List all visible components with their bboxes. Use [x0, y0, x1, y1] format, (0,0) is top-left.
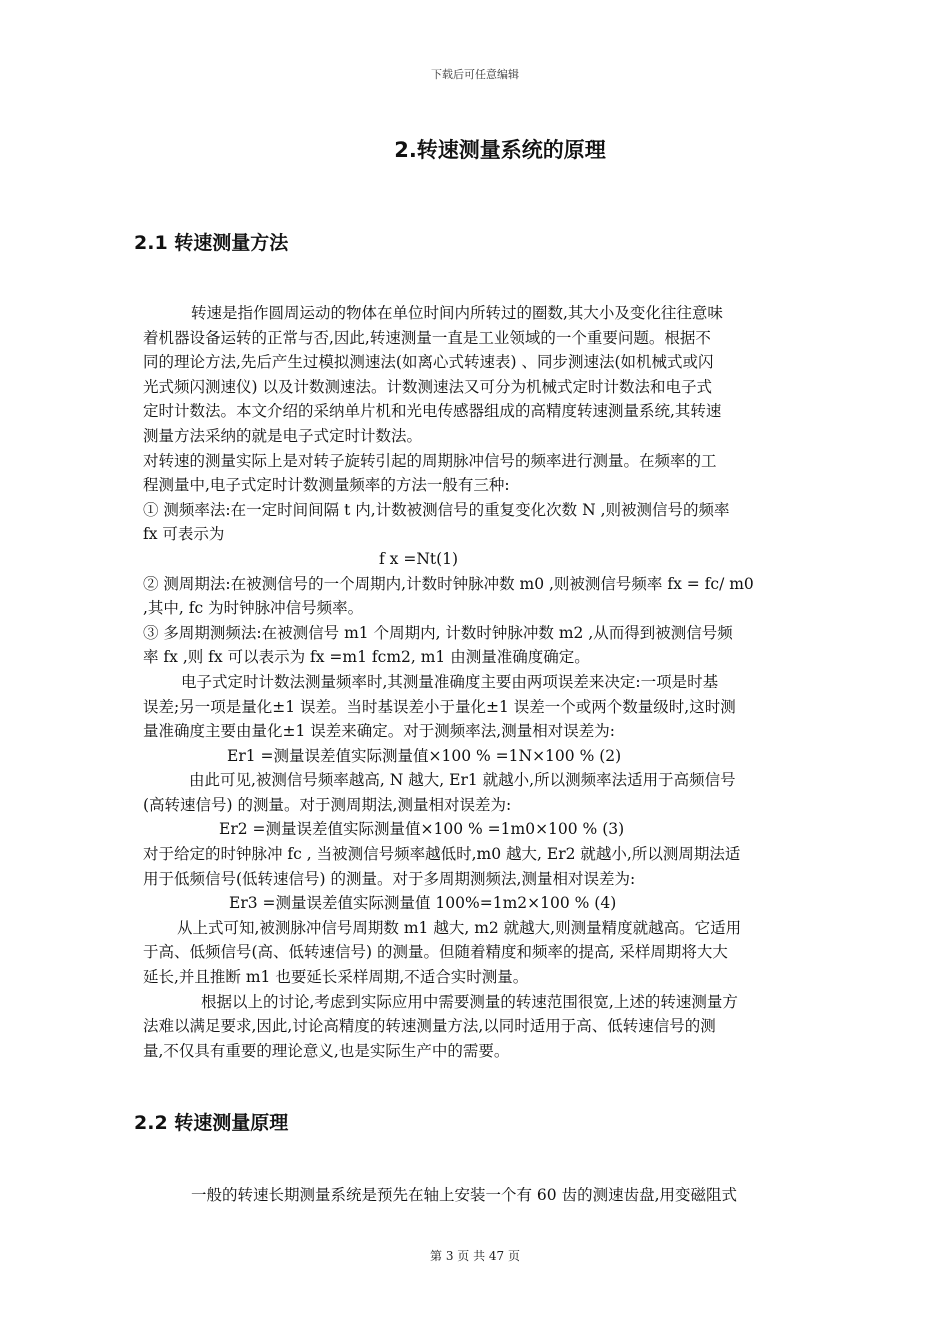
- text-line: ③ 多周期测频法:在被测信号 m1 个周期内, 计数时钟脉冲数 m2 ,从而得到被测信号频: [143, 623, 733, 642]
- text-line: 对转速的测量实际上是对转子旋转引起的周期脉冲信号的频率进行测量。在频率的工: [143, 451, 717, 470]
- text-line: 着机器设备运转的正常与否,因此,转速测量一直是工业领域的一个重要问题。根据不: [143, 328, 711, 347]
- text-line: 用于低频信号(低转速信号) 的测量。对于多周期测频法,测量相对误差为:: [143, 869, 636, 888]
- page-footer: 第 3 页 共 47 页: [430, 1249, 520, 1263]
- section-heading-2-2: 2.2 转速测量原理: [134, 1112, 289, 1134]
- section-2-1-body: [143, 301, 861, 1063]
- page-header: 下载后可任意编辑: [431, 68, 519, 81]
- chapter-title: 2.转速测量系统的原理: [394, 138, 606, 162]
- text-line: 误差;另一项是量化±1 误差。当时基误差小于量化±1 误差一个或两个数量级时,这时测: [143, 697, 736, 716]
- text-line: 电子式定时计数法测量频率时,其测量准确度主要由两项误差来决定:一项是时基: [181, 672, 719, 691]
- text-line: f x =Nt(1): [379, 549, 459, 568]
- text-line: ,其中, fc 为时钟脉冲信号频率。: [143, 599, 364, 618]
- text-line: 转速是指作圆周运动的物体在单位时间内所转过的圈数,其大小及变化往往意味: [191, 304, 723, 322]
- text-line: 由此可见,被测信号频率越高, N 越大, Er1 就越小,所以测频率法适用于高频信号: [189, 771, 736, 790]
- text-line: 延长,并且推断 m1 也要延长采样周期,不适合实时测量。: [143, 968, 529, 987]
- text-line: 同的理论方法,先后产生过模拟测速法(如离心式转速表) 、同步测速法(如机械式或闪: [143, 353, 714, 372]
- text-line: 程测量中,电子式定时计数测量频率的方法一般有三种:: [143, 476, 510, 495]
- text-line: ① 测频率法:在一定时间间隔 t 内,计数被测信号的重复变化次数 N ,则被测信号的频率: [143, 500, 730, 519]
- text-line: fx 可表示为: [143, 525, 225, 544]
- text-line: 一般的转速长期测量系统是预先在轴上安装一个有 60 齿的测速齿盘,用变磁阻式: [191, 1186, 738, 1204]
- text-line: 法难以满足要求,因此,讨论高精度的转速测量方法,以同时适用于高、低转速信号的测: [143, 1017, 716, 1036]
- text-line: Er2 =测量误差值实际测量值×100 % =1m0×100 % (3): [219, 820, 625, 839]
- text-line: 率 fx ,则 fx 可以表示为 fx =m1 fcm2, m1 由测量准确度确定。: [143, 648, 590, 667]
- text-line: 量准确度主要由量化±1 误差来确定。对于测频率法,测量相对误差为:: [143, 722, 615, 741]
- section-2-2-body: [143, 1183, 861, 1208]
- text-line: 光式频闪测速仪) 以及计数测速法。计数测速法又可分为机械式定时计数法和电子式: [143, 377, 712, 396]
- text-line: 从上式可知,被测脉冲信号周期数 m1 越大, m2 就越大,则测量精度就越高。它适用: [177, 918, 742, 937]
- text-line: 测量方法采纳的就是电子式定时计数法。: [143, 426, 423, 445]
- text-line: 于高、低频信号(高、低转速信号) 的测量。但随着精度和频率的提高, 采样周期将大大: [143, 943, 728, 962]
- text-line: Er3 =测量误差值实际测量值 100%=1m2×100 % (4): [229, 894, 617, 913]
- text-line: 根据以上的讨论,考虑到实际应用中需要测量的转速范围很宽,上述的转速测量方: [201, 992, 738, 1011]
- section-heading-2-1: 2.1 转速测量方法: [134, 232, 289, 254]
- text-line: 量,不仅具有重要的理论意义,也是实际生产中的需要。: [143, 1041, 510, 1060]
- text-line: (高转速信号) 的测量。对于测周期法,测量相对误差为:: [143, 795, 512, 814]
- text-line: Er1 =测量误差值实际测量值×100 % =1N×100 % (2): [227, 746, 622, 765]
- text-line: 定时计数法。本文介绍的采纳单片机和光电传感器组成的高精度转速测量系统,其转速: [143, 402, 722, 421]
- text-line: ② 测周期法:在被测信号的一个周期内,计数时钟脉冲数 m0 ,则被测信号频率 fx = fc/ m0: [143, 574, 754, 593]
- text-line: 对于给定的时钟脉冲 fc , 当被测信号频率越低时,m0 越大, Er2 就越小,所以测周期法适: [143, 845, 741, 864]
